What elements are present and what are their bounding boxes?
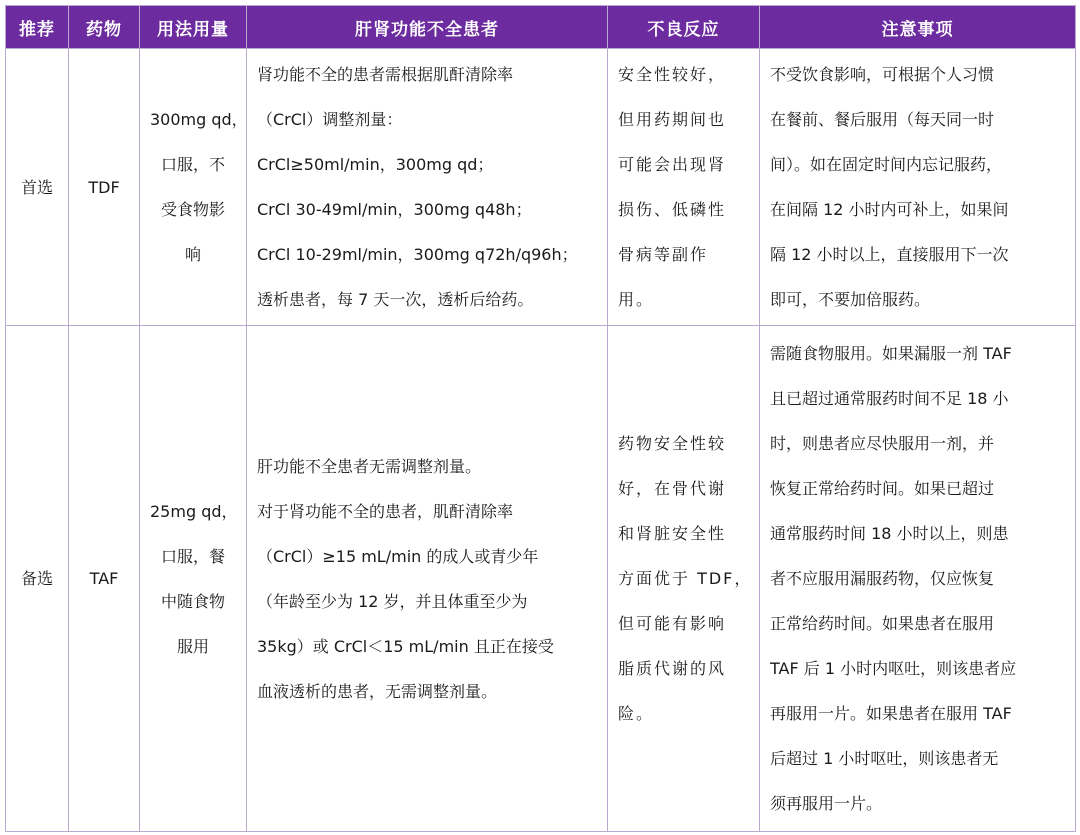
notes-line: 后超过 1 小时呕吐，则该患者无 (770, 749, 999, 768)
table-row (6, 326, 1076, 832)
notes-line: 恢复正常给药时间。如果已超过 (770, 479, 995, 498)
adverse-line: 用。 (618, 290, 655, 309)
hepatorenal-line: CrCl 30-49ml/min，300mg q48h； (257, 200, 532, 219)
adverse-line: 好，在骨代谢 (618, 479, 727, 498)
table-row (6, 49, 1076, 326)
dosage-line: 25mg qd， (150, 501, 238, 521)
adverse-line: 骨病等副作 (618, 245, 709, 264)
notes-line: 再服用一片。如果患者在服用 TAF (770, 704, 1012, 723)
adverse-line: 药物安全性较 (618, 434, 727, 453)
hepatorenal-line: CrCl 10-29ml/min，300mg q72h/q96h； (257, 245, 578, 264)
notes-line: 通常服药时间 18 小时以上，则患 (770, 524, 1009, 543)
adverse-line: 但用药期间也 (618, 110, 727, 129)
hepatorenal-line: （CrCl）≥15 mL/min 的成人或青少年 (257, 546, 539, 566)
adverse-line: 安全性较好， (618, 65, 727, 84)
dosage-line: 服用 (176, 636, 209, 656)
header-dosage: 用法用量 (140, 6, 247, 49)
dosage-cell (140, 49, 247, 326)
notes-cell (760, 326, 1076, 832)
header-adverse-reactions: 不良反应 (608, 6, 760, 49)
hepatorenal-cell (247, 49, 608, 326)
notes-line: 需随食物服用。如果漏服一剂 TAF (770, 344, 1012, 363)
hepatorenal-line: CrCl≥50ml/min，300mg qd； (257, 155, 494, 174)
drug-cell: TAF (69, 326, 140, 832)
recommendation-cell: 首选 (6, 49, 69, 326)
dosage-line: 受食物影 (160, 200, 225, 219)
notes-line: 在间隔 12 小时内可补上，如果间 (770, 200, 1009, 219)
hepatorenal-line: 肝功能不全患者无需调整剂量。 (257, 456, 482, 476)
notes-cell (760, 49, 1076, 326)
hepatorenal-line: 血液透析的患者，无需调整剂量。 (257, 681, 498, 701)
hepatorenal-line: 35kg）或 CrCl＜15 mL/min 且正在接受 (257, 636, 554, 656)
dosage-line: 响 (184, 245, 201, 264)
adverse-line: 方面优于 TDF， (618, 569, 753, 588)
adverse-reactions-cell (608, 49, 760, 326)
notes-line: 即可，不要加倍服药。 (770, 290, 931, 309)
adverse-line: 和肾脏安全性 (618, 524, 727, 543)
notes-line: 须再服用一片。 (770, 794, 883, 813)
notes-line: 时，则患者应尽快服用一剂，并 (770, 434, 995, 453)
notes-line: 且已超过通常服药时间不足 18 小 (770, 389, 1009, 408)
dosage-line: 中随食物 (160, 591, 225, 611)
hepatorenal-cell (247, 326, 608, 832)
dosage-line: 口服，不 (160, 155, 225, 174)
hepatorenal-line: （年龄至少为 12 岁，并且体重至少为 (257, 591, 528, 611)
adverse-line: 险。 (618, 704, 655, 723)
header-recommendation: 推荐 (6, 6, 69, 49)
dosage-cell (140, 326, 247, 832)
header-row (6, 6, 1076, 49)
hepatorenal-line: （CrCl）调整剂量： (257, 110, 403, 129)
adverse-reactions-cell (608, 326, 760, 832)
notes-line: 者不应服用漏服药物，仅应恢复 (770, 569, 995, 588)
header-drug: 药物 (69, 6, 140, 49)
drug-comparison-table (5, 5, 1076, 832)
dosage-line: 口服，餐 (160, 546, 225, 566)
notes-line: 不受饮食影响，可根据个人习惯 (770, 65, 995, 84)
header-hepatorenal: 肝肾功能不全患者 (247, 6, 608, 49)
notes-line: 在餐前、餐后服用（每天同一时 (770, 110, 995, 129)
notes-line: TAF 后 1 小时内呕吐，则该患者应 (770, 659, 1017, 678)
header-notes: 注意事项 (760, 6, 1076, 49)
notes-line: 正常给药时间。如果患者在服用 (770, 614, 995, 633)
adverse-line: 可能会出现肾 (618, 155, 727, 174)
dosage-line: 300mg qd， (150, 110, 248, 129)
hepatorenal-line: 透析患者，每 7 天一次，透析后给药。 (257, 290, 534, 309)
notes-line: 隔 12 小时以上，直接服用下一次 (770, 245, 1009, 264)
adverse-line: 脂质代谢的风 (618, 659, 727, 678)
adverse-line: 损伤、低磷性 (618, 200, 727, 219)
notes-line: 间）。如在固定时间内忘记服药， (770, 155, 1003, 174)
drug-cell: TDF (69, 49, 140, 326)
hepatorenal-line: 对于肾功能不全的患者，肌酐清除率 (257, 501, 514, 521)
recommendation-cell: 备选 (6, 326, 69, 832)
adverse-line: 但可能有影响 (618, 614, 727, 633)
hepatorenal-line: 肾功能不全的患者需根据肌酐清除率 (257, 65, 514, 84)
